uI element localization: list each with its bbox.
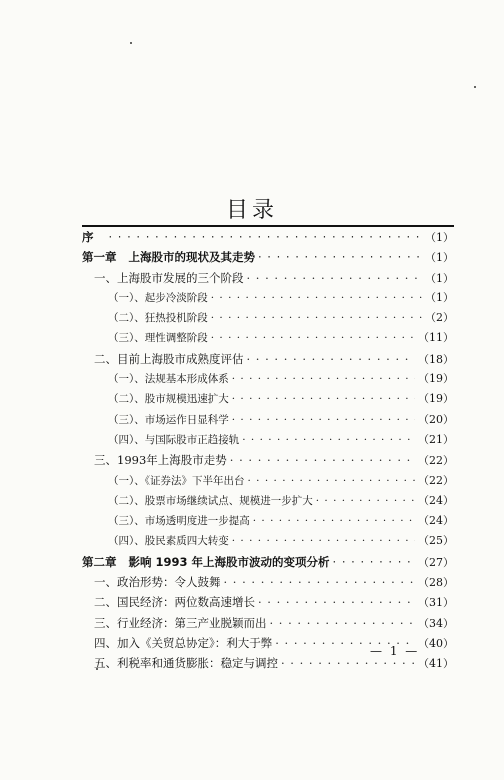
toc-entry-label: （三）、市场运作日显科学 xyxy=(108,413,229,426)
toc-entry xyxy=(82,288,454,308)
toc-entry-label: （一）、起步冷淡阶段 xyxy=(108,291,208,304)
dot-leader xyxy=(247,268,423,288)
toc-entry-page: （28） xyxy=(418,576,454,590)
toc-entry-page: （21） xyxy=(418,432,454,446)
toc-entry-page: （2） xyxy=(425,311,454,325)
toc-entry-label: （四）、与国际股市正趋接轨 xyxy=(108,433,240,446)
toc-entry-label: 三、1993年上海股市走势 xyxy=(94,453,227,468)
toc-entry-label: 四、加入《关贸总协定》：利大于弊 xyxy=(94,635,273,650)
toc-entry-label: （一）、法规基本形成体系 xyxy=(108,373,229,386)
toc-entry xyxy=(82,491,454,511)
toc-entry-label: （二）、狂热投机阶段 xyxy=(108,312,208,325)
toc-entry xyxy=(82,268,454,288)
toc-entry-label: （二）、股票市场继续试点、规模进一步扩大 xyxy=(108,494,313,507)
toc-entry-page: （41） xyxy=(418,657,454,671)
toc-entry-page: （31） xyxy=(418,596,454,610)
toc-entry xyxy=(82,227,454,247)
toc-entry xyxy=(82,430,454,450)
dot-leader xyxy=(316,491,415,511)
dot-leader xyxy=(232,531,415,551)
toc-entry-page: （24） xyxy=(418,514,454,528)
dot-leader xyxy=(242,430,415,450)
toc-entry-page: （22） xyxy=(418,473,454,487)
toc-entry xyxy=(82,572,454,592)
toc-entry-label: 三、行业经济：第三产业脱颖而出 xyxy=(94,615,267,630)
dot-leader xyxy=(248,471,416,491)
toc-entry-number: 第二章 xyxy=(82,554,117,569)
toc-entry-page: （1） xyxy=(425,290,454,304)
dot-leader xyxy=(211,288,422,308)
toc-entry-label: （一）、《证券法》下半年出台 xyxy=(108,474,245,487)
toc-entry-page: （24） xyxy=(418,493,454,507)
toc-entry-label: （三）、市场透明度进一步提高 xyxy=(108,515,250,528)
dot-leader xyxy=(224,572,416,592)
toc-entry xyxy=(82,389,454,409)
toc-entry-page: （25） xyxy=(418,534,454,548)
toc-entry xyxy=(82,369,454,389)
dot-leader xyxy=(211,328,415,348)
dot-leader xyxy=(232,369,415,389)
scan-speck xyxy=(474,86,476,88)
toc-entry xyxy=(82,308,454,328)
toc-entry-page: （19） xyxy=(418,372,454,386)
toc-entry-label: 一、上海股市发展的三个阶段 xyxy=(94,270,244,285)
toc-entry-label: （三）、理性调整阶段 xyxy=(108,332,208,345)
dot-leader xyxy=(247,349,416,369)
toc-entry-page: （1） xyxy=(425,251,454,265)
toc-entry-label: 影响 1993 年上海股市波动的变项分析 xyxy=(128,554,330,569)
toc-entry-page: （11） xyxy=(418,331,454,345)
toc-entry-label: 二、国民经济：两位数高速增长 xyxy=(94,595,255,610)
toc-entry xyxy=(82,552,454,572)
toc-entry xyxy=(82,349,454,369)
toc-entry xyxy=(82,471,454,491)
dot-leader xyxy=(258,592,415,612)
toc-entry-label: （四）、股民素质四大转变 xyxy=(108,535,229,548)
dot-leader xyxy=(270,613,416,633)
page-title: 目录 xyxy=(225,197,278,223)
toc-entry-page: （20） xyxy=(418,412,454,426)
toc-entry-page: （34） xyxy=(418,616,454,630)
toc-entry-page: （1） xyxy=(425,271,454,285)
page-number: — 1 — xyxy=(370,644,420,658)
toc-entry-number: 第一章 xyxy=(82,250,117,265)
toc-entry-page: （1） xyxy=(425,231,454,244)
toc-entry-page: （22） xyxy=(418,454,454,468)
dot-leader xyxy=(253,511,415,531)
scan-speck xyxy=(130,42,132,44)
toc-entry xyxy=(82,410,454,430)
dot-leader xyxy=(232,389,415,409)
toc-entry-page: （27） xyxy=(418,555,454,569)
toc-entry-number: 序 xyxy=(82,230,94,244)
toc-entry xyxy=(82,450,454,470)
toc-entry xyxy=(82,592,454,612)
toc-entry-label: 一、政治形势：令人鼓舞 xyxy=(94,575,221,590)
dot-leader xyxy=(211,308,422,328)
toc-entry-page: （18） xyxy=(418,352,454,366)
toc-entry xyxy=(82,613,454,633)
toc-entry xyxy=(82,511,454,531)
toc-entry-label: 五、利税率和通货膨胀：稳定与调控 xyxy=(94,656,278,671)
toc-entry-label: （二）、股市规模迅速扩大 xyxy=(108,393,229,406)
dot-leader xyxy=(333,552,415,572)
toc-entry xyxy=(82,247,454,267)
dot-leader xyxy=(232,410,415,430)
toc-entry-page: （19） xyxy=(418,392,454,406)
dot-leader xyxy=(230,450,415,470)
toc-entry xyxy=(82,531,454,551)
toc-entry-page: （40） xyxy=(418,636,454,650)
toc-entry-label: 二、目前上海股市成熟度评估 xyxy=(94,351,244,366)
toc-entry xyxy=(82,328,454,348)
dot-leader xyxy=(109,227,423,247)
table-of-contents xyxy=(82,225,454,674)
toc-entry-label: 上海股市的现状及其走势 xyxy=(128,250,255,265)
dot-leader xyxy=(258,247,422,267)
